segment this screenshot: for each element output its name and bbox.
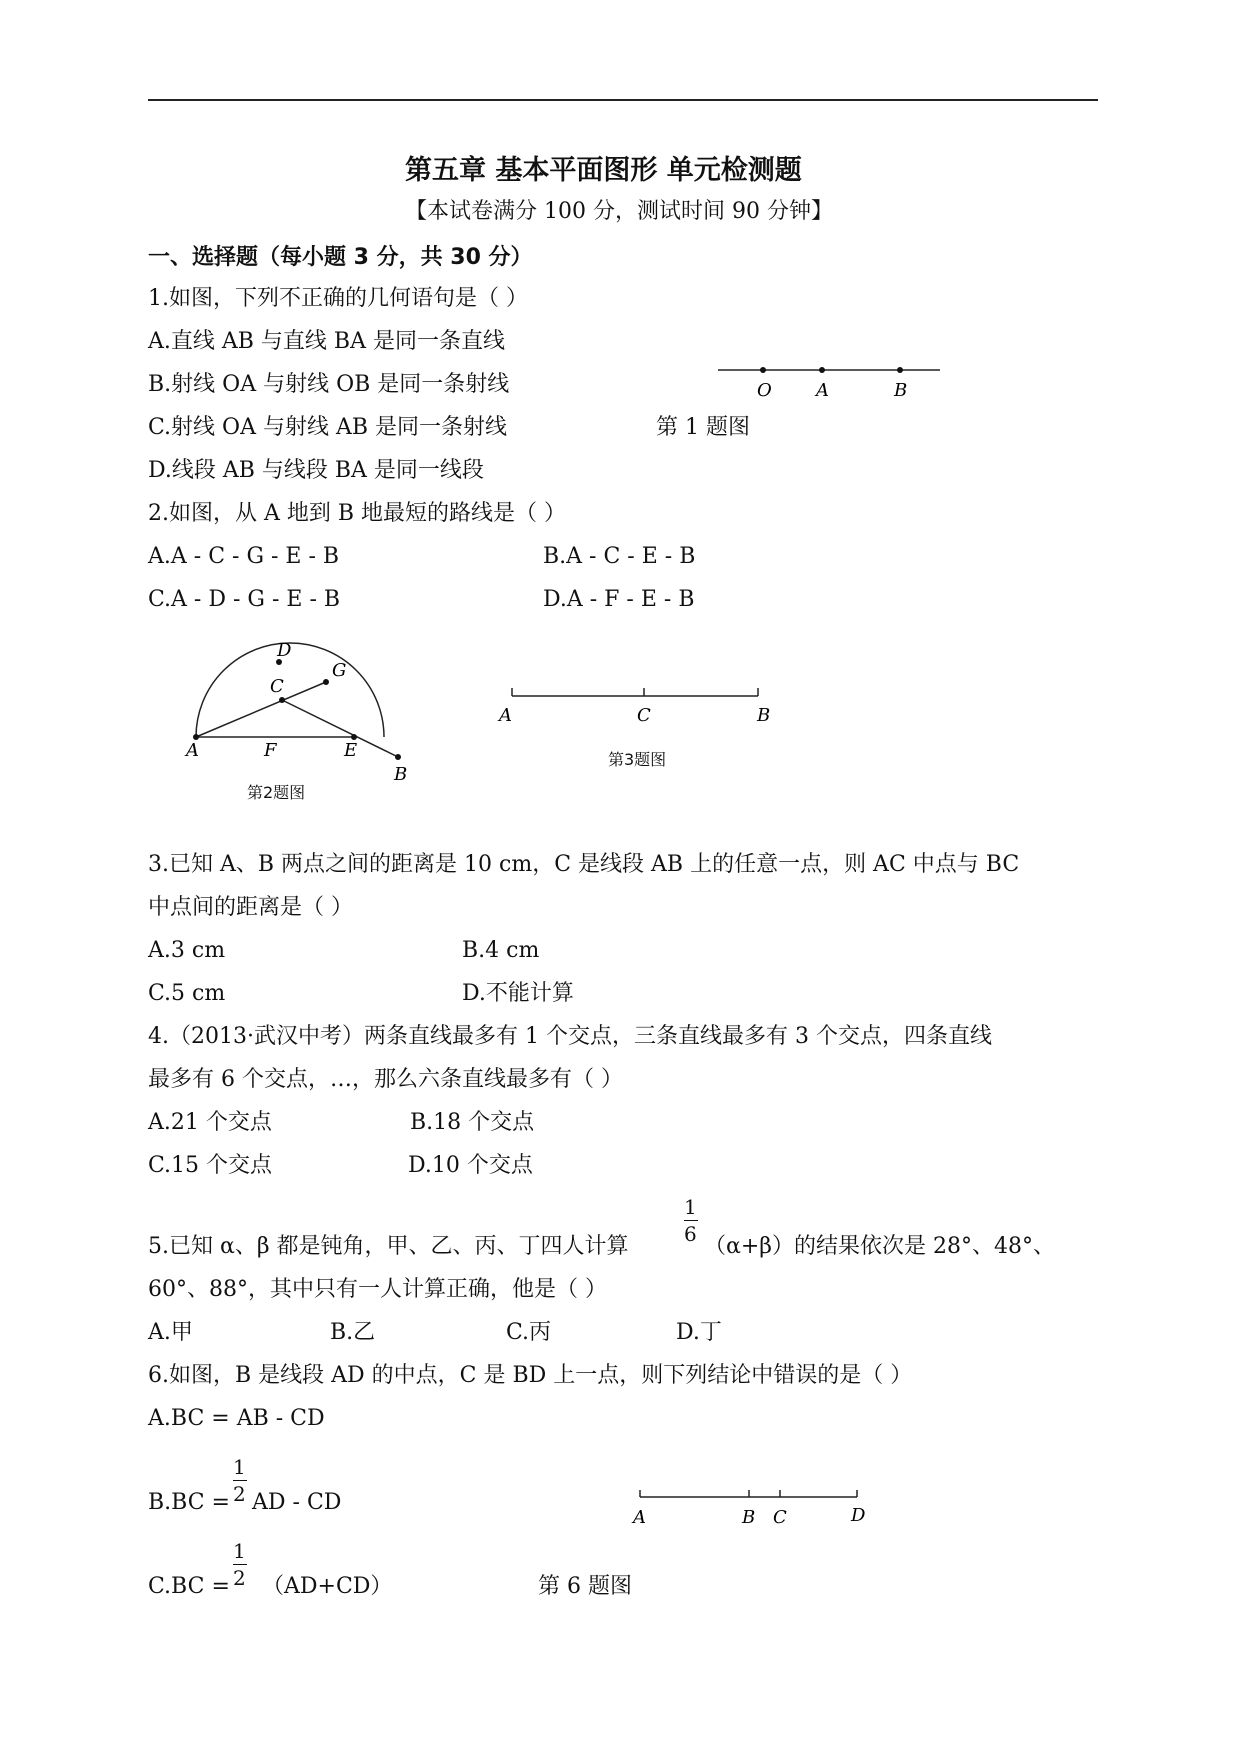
q5-fraction-denominator: 6 [684,1222,697,1246]
q3-option-b: B.4 cm [462,938,540,963]
q6-label-c: C [773,1507,787,1528]
q5-option-c: C.丙 [506,1320,552,1345]
q1-option-c: C.射线 OA 与射线 AB 是同一条射线 [148,415,507,440]
q2-label-f: F [264,740,277,761]
q1-label-a: A [816,380,829,401]
q6-option-a: A.BC = AB - CD [148,1406,325,1431]
q6-option-c-pre: C.BC = [148,1574,230,1599]
q2-label-g: G [332,660,347,681]
q4-option-d: D.10 个交点 [408,1153,533,1178]
q6-option-b-post: AD - CD [252,1490,342,1515]
q4-stem-line1: 4.（2013·武汉中考）两条直线最多有 1 个交点，三条直线最多有 3 个交点，四条直线 [148,1024,992,1049]
q4-stem-line2: 最多有 6 个交点，…，那么六条直线最多有（ ） [148,1067,623,1092]
q6-option-b-pre: B.BC = [148,1490,230,1515]
q2-option-d: D.A - F - E - B [543,587,695,612]
q6-stem: 6.如图，B 是线段 AD 的中点，C 是 BD 上一点，则下列结论中错误的是（ ） [148,1363,913,1388]
q6-figure [625,1482,870,1532]
top-rule [148,99,1098,101]
q2-label-e: E [344,740,358,761]
q6-option-b-fraction [233,1456,247,1505]
q5-option-b: B.乙 [330,1320,376,1345]
q1-label-b: B [894,380,908,401]
fig3-figure [495,680,780,732]
q1-option-a: A.直线 AB 与直线 BA 是同一条直线 [148,329,505,354]
q5-fraction [684,1196,698,1245]
q4-option-c: C.15 个交点 [148,1153,273,1178]
q2-label-d: D [277,640,292,661]
q6-b-fraction-numerator: 1 [233,1455,246,1479]
q6-c-fraction-denominator: 2 [233,1566,246,1590]
q5-stem-post: （α+β）的结果依次是 28°、48°、 [704,1234,1055,1259]
q1-figure-caption: 第 1 题图 [656,415,750,440]
q5-stem-pre: 5.已知 α、β 都是钝角，甲、乙、丙、丁四人计算 [148,1234,629,1259]
q5-stem-line2: 60°、88°，其中只有一人计算正确，他是（ ） [148,1277,607,1302]
q2-figure-caption: 第2题图 [247,783,306,802]
q3-option-d: D.不能计算 [462,981,574,1006]
page-title: 第五章 基本平面图形 单元检测题 [405,155,802,186]
q1-stem: 1.如图，下列不正确的几何语句是（ ） [148,286,528,311]
q6-label-b: B [742,1507,756,1528]
q1-option-d: D.线段 AB 与线段 BA 是同一线段 [148,458,484,483]
q5-option-a: A.甲 [148,1320,193,1345]
fig3-caption: 第3题图 [608,750,667,769]
q1-label-o: O [757,380,772,401]
fig3-label-c: C [637,705,651,726]
fig3-label-a: A [499,705,512,726]
q6-c-fraction-numerator: 1 [233,1539,246,1563]
q2-label-c: C [270,676,284,697]
q4-option-a: A.21 个交点 [148,1110,272,1135]
q5-fraction-numerator: 1 [684,1195,697,1219]
q2-label-a: A [186,740,199,761]
q3-stem-line2: 中点间的距离是（ ） [148,895,353,920]
q6-b-fraction-denominator: 2 [233,1482,246,1506]
q6-option-c-post: （AD+CD） [262,1574,393,1599]
q3-option-c: C.5 cm [148,981,226,1006]
q2-option-a: A.A - C - G - E - B [148,544,340,569]
q2-option-b: B.A - C - E - B [543,544,696,569]
q1-option-b: B.射线 OA 与射线 OB 是同一条射线 [148,372,510,397]
q4-option-b: B.18 个交点 [410,1110,535,1135]
q5-option-d: D.丁 [676,1320,722,1345]
q6-label-d: D [851,1505,866,1526]
q3-stem-line1: 3.已知 A、B 两点之间的距离是 10 cm，C 是线段 AB 上的任意一点，则 AC 中点与 BC [148,852,1020,877]
q1-figure [715,360,945,408]
fig3-label-b: B [757,705,771,726]
page-subtitle: 【本试卷满分 100 分，测试时间 90 分钟】 [405,199,833,224]
q2-figure [180,632,420,782]
q2-option-c: C.A - D - G - E - B [148,587,341,612]
q2-label-b: B [394,764,408,782]
q2-stem: 2.如图，从 A 地到 B 地最短的路线是（ ） [148,501,567,526]
q6-option-c-fraction [233,1540,247,1589]
q3-option-a: A.3 cm [148,938,226,963]
section-heading: 一、选择题（每小题 3 分，共 30 分） [148,245,533,270]
q6-figure-caption: 第 6 题图 [538,1574,632,1599]
q6-label-a: A [633,1507,646,1528]
